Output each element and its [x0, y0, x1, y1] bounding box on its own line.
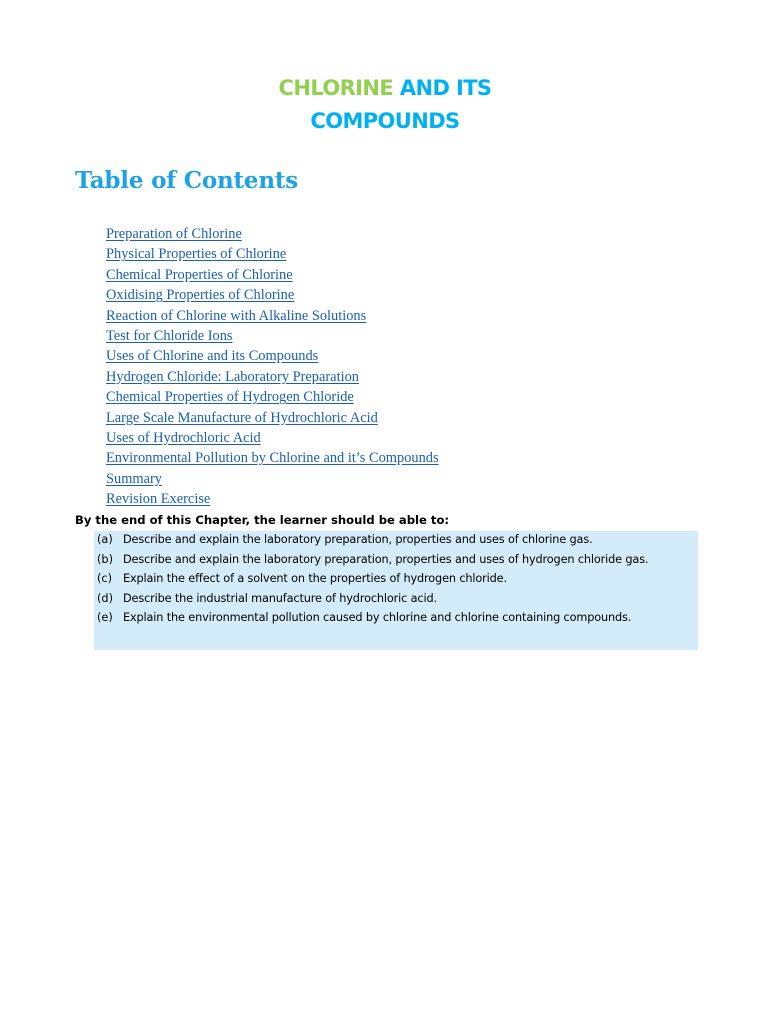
toc-link-hcl-chemical-properties[interactable]: Chemical Properties of Hydrogen Chloride [106, 389, 354, 406]
objective-text: Explain the effect of a solvent on the properties of hydrogen chloride. [123, 572, 507, 586]
objective-text: Describe and explain the laboratory preparation, properties and uses of chlorine gas. [123, 533, 593, 546]
objective-label: (c) [97, 572, 113, 586]
objective-item [97, 608, 697, 628]
objective-label: (d) [97, 591, 113, 605]
objective-item [97, 530, 697, 550]
title-accent-word: CHLORINE [278, 76, 394, 100]
toc-link-uses-of-chlorine[interactable]: Uses of Chlorine and its Compounds [106, 348, 319, 365]
objective-text: Explain the environmental pollution caused by chlorine and chlorine containing compounds. [123, 611, 632, 625]
toc-link-alkaline-reaction[interactable]: Reaction of Chlorine with Alkaline Solutions [106, 307, 367, 324]
toc-link-environmental-pollution[interactable]: Environmental Pollution by Chlorine and it’s Compounds [106, 450, 439, 467]
objective-label: (a) [97, 533, 113, 546]
objective-text: Describe and explain the laboratory preparation, properties and uses of hydrogen chloride gas. [123, 552, 649, 566]
objectives-list [97, 530, 697, 628]
toc-link-chemical-properties[interactable]: Chemical Properties of Chlorine [106, 266, 293, 283]
toc-list [106, 224, 439, 509]
title-line-1 [0, 72, 770, 105]
objectives-intro: By the end of this Chapter, the learner should be able to: [75, 513, 450, 527]
toc-link-hcl-manufacture[interactable]: Large Scale Manufacture of Hydrochloric Acid [106, 409, 378, 426]
document-title [0, 72, 770, 138]
toc-link-summary[interactable]: Summary [106, 470, 162, 487]
toc-link-uses-of-hcl[interactable]: Uses of Hydrochloric Acid [106, 429, 261, 446]
title-rest: AND ITS [393, 76, 492, 100]
objective-item [97, 569, 697, 589]
objective-label: (e) [97, 611, 113, 625]
objective-item [97, 589, 697, 609]
objective-text: Describe the industrial manufacture of hydrochloric acid. [123, 591, 437, 605]
toc-link-oxidising-properties[interactable]: Oxidising Properties of Chlorine [106, 287, 295, 304]
toc-link-revision-exercise[interactable]: Revision Exercise [106, 491, 211, 508]
toc-link-chloride-test[interactable]: Test for Chloride Ions [106, 327, 233, 344]
toc-heading: Table of Contents [75, 167, 299, 194]
toc-link-hcl-lab-preparation[interactable]: Hydrogen Chloride: Laboratory Preparation [106, 368, 359, 385]
toc-link-physical-properties[interactable]: Physical Properties of Chlorine [106, 246, 287, 263]
toc-link-preparation-of-chlorine[interactable]: Preparation of Chlorine [106, 226, 242, 242]
title-line-2: COMPOUNDS [310, 109, 460, 133]
objective-item [97, 550, 697, 570]
objective-label: (b) [97, 552, 113, 566]
